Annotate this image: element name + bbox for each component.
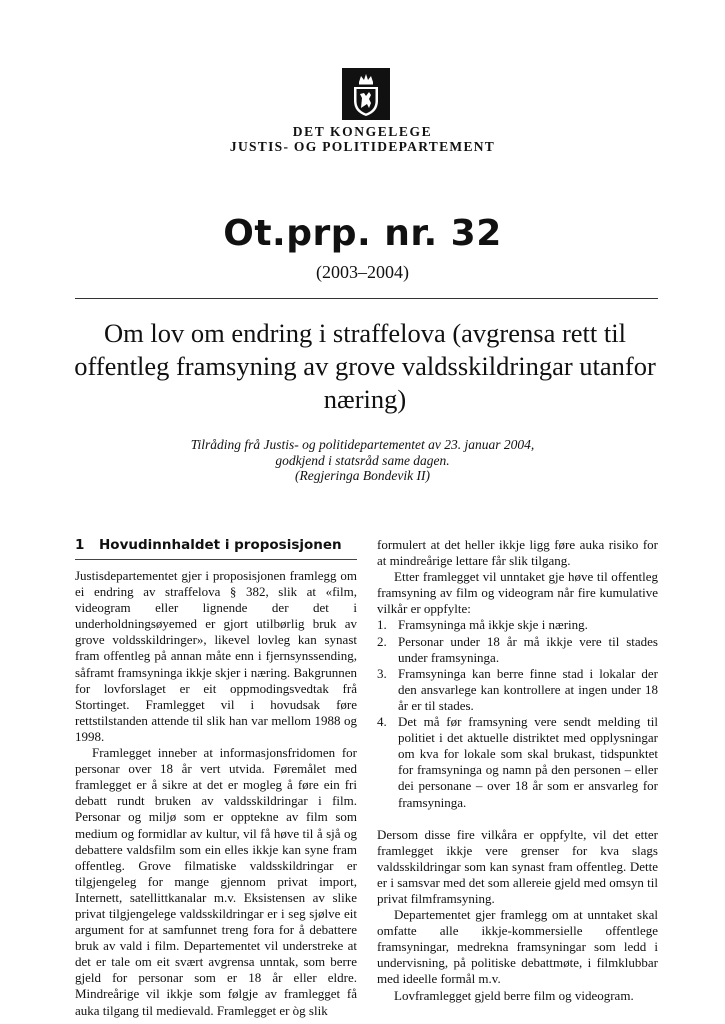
section-heading <box>75 537 357 554</box>
list-item <box>377 714 658 811</box>
coat-of-arms-icon <box>342 68 390 120</box>
list-item <box>377 634 658 666</box>
section-divider <box>75 559 357 560</box>
paragraph: formulert at det heller ikkje ligg føre auka risiko for at mindreårige lettare får slik tilgang. <box>377 537 658 569</box>
title-divider <box>75 298 658 299</box>
paragraph: Dersom disse fire vilkåra er oppfylte, vil det etter framlegget ikkje vere grenser for kva slags valdsskildringar som kan synast fram offentleg. Dette er i samsvar med det som allereie gjeld med omsyn til privat filmframsyning. <box>377 826 658 906</box>
list-number: 1. <box>377 617 387 633</box>
section-number: 1 <box>75 537 85 553</box>
left-column <box>75 537 357 1019</box>
list-number: 4. <box>377 714 387 730</box>
conditions-list <box>377 617 658 810</box>
department-name-line1: DET KONGELEGE <box>292 124 433 139</box>
list-text: Framsyninga kan berre finne stad i lokalar der den ansvarlege kan kontrollere at ingen under 18 år er til stades. <box>398 665 658 713</box>
submission-line: Tilråding frå Justis- og politidepartementet av 23. januar 2004, <box>190 437 535 452</box>
submission-line: (Regjeringa Bondevik II) <box>295 468 430 483</box>
submission-note <box>0 437 725 484</box>
list-item <box>377 666 658 714</box>
list-item <box>377 617 658 633</box>
list-text: Framsyninga må ikkje skje i næring. <box>398 617 588 633</box>
list-number: 2. <box>377 633 387 649</box>
paragraph: Departementet gjer framlegg om at unntaket skal omfatte alle ikkje-kommersielle offentlege framsyningar, medrekna framsyningar som ledd i undervisning, på politiske debattmøte, i filmklubbar med ideelle formål m.v. <box>377 907 658 987</box>
list-number: 3. <box>377 665 387 681</box>
department-name-line2: JUSTIS- OG POLITIDEPARTEMENT <box>229 139 496 154</box>
paragraph: Framlegget inneber at informasjonsfridomen for personar over 18 år vert utvida. Føremålet med framlegget er å sikre at det er mogleg å føre ein fri debatt rundt bruken av valdsskildringar i film. Personar og miljø som er opptekne av film som medium og formidlar av kultur, vil få høve til å sjå og debattere valdsfilm som ein elles ikkje kan syne fram offentleg. Grove filmatiske valdsskildringar er tilgjengeleg for mange gjennom privat import, Internett, satellittkanalar m.v. Eksistensen av slike privat tilgjengelege valdsskildringar er i seg sjølve eit argument for at samfunnet treng fora for å debattere bruk av vald i film. Departementet vil understreke at det er tale om eit svært avgrensa unntak, som berre gjeld for personar som er 18 år eller eldre. Mindreårige vil ikkje som følgje av framlegget få auka tilgang til medievald. Framlegget er òg slik <box>75 745 357 1018</box>
right-column <box>377 537 658 1004</box>
paragraph: Justisdepartementet gjer i proposisjonen framlegg om ei endring av straffelova § 382, slik at «film, videogram eller lignende der det i underholdningsøyemed er gjort utilbørlig bruk av grove voldsskildringer», likevel lovleg kan synast fram offentleg på annan måte enn i fjernsynssending, såframt framsyninga ikkje skjer i næring. Bakgrunnen for lovforslaget er eit oppmodingsvedtak frå Stortinget. Framlegget vil i hovudsak føre rettstilstanden attende til slik han var mellom 1988 og 1998. <box>75 568 357 744</box>
list-text: Personar under 18 år må ikkje vere til stades under framsyninga. <box>398 633 658 665</box>
list-text: Det må før framsyning vere sendt melding til politiet i det aktuelle distriktet med opplysningar om kva for lokale som skal brukast, tidspunktet for framsyninga og namn på den personen – eller dei personane – over 18 år som er ansvarleg for framsyninga. <box>398 714 658 810</box>
section-title: Hovudinnhaldet i proposisjonen <box>99 537 342 553</box>
submission-line: godkjend i statsråd same dagen. <box>275 452 450 468</box>
paragraph: Lovframlegget gjeld berre film og videogram. <box>394 987 634 1003</box>
main-heading: Om lov om endring i straffelova (avgrensa rett til offentleg framsyning av grove valdsskildringar utanfor næring) <box>74 318 656 414</box>
paragraph: Etter framlegget vil unntaket gje høve til offentleg framsyning av film og videogram når fire kumulative vilkår er oppfylte: <box>377 569 658 617</box>
document-year: (2003–2004) <box>316 262 409 282</box>
document-title: Ot.prp. nr. 32 <box>223 213 502 254</box>
